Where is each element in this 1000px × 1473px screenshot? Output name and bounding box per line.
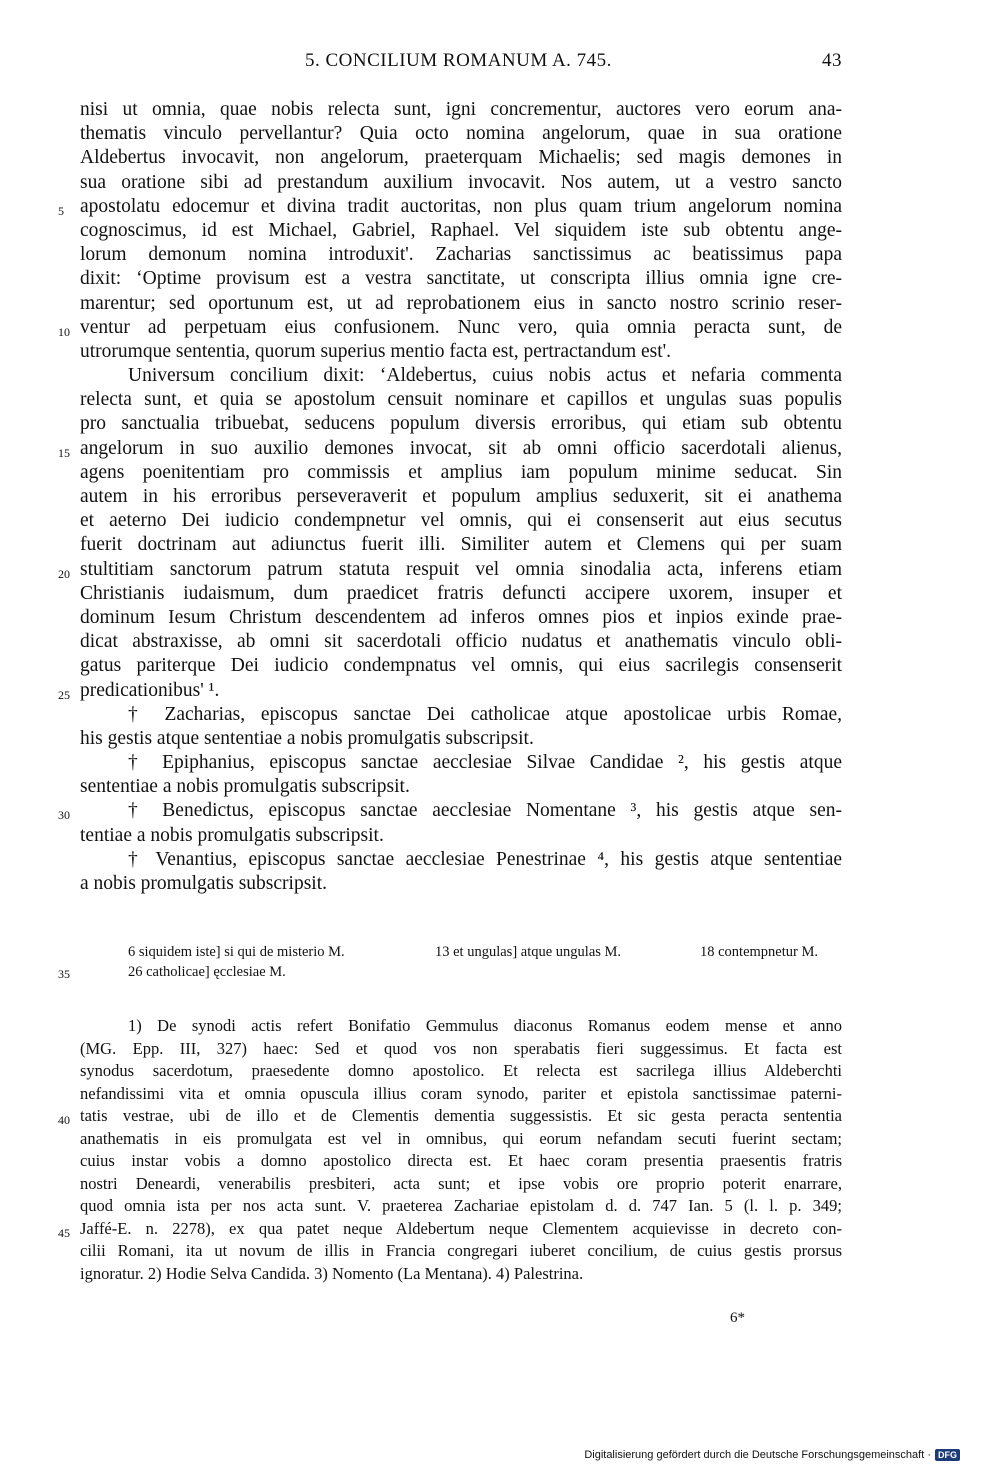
footnote-text: cuius instar vobis a domno apostolico directa est. Et haec coram presentia praesentis fratris	[80, 1151, 842, 1170]
line-number: 20	[58, 566, 70, 581]
line-text: utrorumque sententia, quorum superius mentio facta est, pertractandum est'.	[80, 340, 672, 362]
footnote-line	[80, 1263, 842, 1286]
line-text: cognoscimus, id est Michael, Gabriel, Raphael. Vel siquidem iste sub obtentu ange-	[80, 219, 842, 241]
footnote-line	[80, 1195, 842, 1218]
footnote-text: (MG. Epp. III, 327) haec: Sed et quod vos non sperabatis fieri suggessimus. Et facta est	[80, 1038, 842, 1058]
text-line	[80, 243, 842, 267]
line-text: dixit: ‘Optime provisum est a vestra sanctitate, ut conscripta illius omnia igne cre-	[80, 268, 842, 290]
apparatus-line	[58, 962, 842, 982]
page-number: 43	[822, 50, 842, 71]
text-line	[80, 267, 842, 291]
line-text: Aldebertus invocavit, non angelorum, praeterquam Michaelis; sed magis demones in	[80, 147, 842, 169]
text-line	[80, 775, 842, 799]
line-text: his gestis atque sententiae a nobis promulgatis subscripsit.	[80, 727, 534, 749]
line-text: dominum Iesum Christum descendentem ad inferos omnes pios et inpios exinde prae-	[80, 606, 842, 628]
text-line	[80, 848, 842, 872]
line-text: tentiae a nobis promulgatis subscripsit.	[80, 824, 384, 846]
apparatus-entry: 26 catholicae] ęcclesiae M.	[128, 964, 286, 980]
text-line	[58, 679, 842, 703]
line-text: relecta sunt, et quia se apostolum censuit nominare et capillos et ungulas suas populis	[80, 389, 842, 411]
line-text: agens poenitentiam pro commissis et amplius iam populum minime seducat. Sin	[80, 461, 842, 483]
footnote-text: tatis vestrae, ubi de illo et de Clementis dementia suggessistis. Et sic gesta peracta sententia	[80, 1106, 842, 1125]
line-text: autem in his erroribus perseveraverit et populum amplius seduxerit, sit ei anathema	[80, 486, 842, 507]
footnote-text: Jaffé-E. n. 2278), ex qua patet neque Aldebertum neque Clementem acquievisse in decreto con-	[80, 1218, 842, 1238]
text-line	[80, 654, 842, 678]
footnote-line	[80, 1060, 842, 1083]
line-number: 10	[58, 324, 70, 339]
credit-text: Digitalisierung gefördert durch die Deutsche Forschungsgemeinschaft ·	[584, 1449, 931, 1461]
footnote-text: synodus sacerdotum, praesedente domno apostolico. Et relecta est sacrilega illius Aldeberchti	[80, 1061, 842, 1080]
line-text: Universum concilium dixit: ‘Aldebertus, cuius nobis actus et nefaria commenta	[128, 365, 842, 387]
line-text: ventur ad perpetuam eius confusionem. Nunc vero, quia omnia peracta sunt, de	[80, 316, 842, 338]
text-line	[80, 727, 842, 751]
signature-mark: 6*	[730, 1310, 745, 1326]
text-line	[80, 146, 842, 170]
footnote-line	[80, 1038, 842, 1061]
line-number: 15	[58, 445, 70, 460]
line-text: thematis vinculo pervellantur? Quia octo nomina angelorum, quae in sua oratione	[80, 123, 842, 145]
line-text: angelorum in suo auxilio demones invocat, sit ab omni officio sacerdotali alienus,	[80, 437, 842, 459]
text-line	[80, 122, 842, 146]
footnote-text: ignoratur. 2) Hodie Selva Candida. 3) Nomento (La Mentana). 4) Palestrina.	[80, 1263, 584, 1283]
line-text: Christianis iudaismum, dum praedicet fratris defuncti accipere uxorem, insuper et	[80, 582, 842, 604]
line-text: et aeterno Dei iudicio condempnetur vel omnis, qui ei consenserit aut eius secutus	[80, 510, 842, 532]
text-line	[80, 388, 842, 412]
text-line	[80, 98, 842, 122]
text-line	[80, 461, 842, 485]
text-line	[80, 364, 842, 388]
text-line	[80, 606, 842, 630]
line-text: gatus pariterque Dei iudicio condempnatus vel omnis, qui eius sacrilegis consenserit	[80, 655, 842, 677]
line-number: 40	[58, 1113, 70, 1127]
line-text: stultitiam sanctorum patrum statuta respuit vel omnia sinodalia acta, inferens etiam	[80, 558, 842, 580]
text-line	[80, 582, 842, 606]
footnote-line	[80, 1240, 842, 1263]
text-line	[80, 630, 842, 654]
apparatus-entry: 6 siquidem iste] si qui de misterio M.	[128, 944, 345, 960]
line-text: † Benedictus, episcopus sanctae aecclesiae Nomentane ³, his gestis atque sen-	[128, 800, 842, 822]
footnote-line	[80, 1128, 842, 1151]
line-number: 25	[58, 687, 70, 702]
text-line	[80, 485, 842, 509]
line-text: † Epiphanius, episcopus sanctae aecclesiae Silvae Candidae ², his gestis atque	[128, 752, 842, 774]
line-text: dicat abstraxisse, ab omni sit sacerdotali officio nudatus et anathematis vinculo obli-	[80, 631, 842, 653]
footnote-line	[80, 1150, 842, 1173]
line-number: 45	[58, 1225, 70, 1240]
text-line	[58, 558, 842, 582]
footnote-line	[80, 1015, 842, 1038]
text-line	[80, 412, 842, 436]
text-line	[80, 292, 842, 316]
line-text: a nobis promulgatis subscripsit.	[80, 873, 327, 894]
line-text: marentur; sed oportunum est, ut ad reprobationem eius in sancto nostro scrinio reser-	[80, 292, 842, 314]
text-line	[80, 533, 842, 557]
main-text	[58, 98, 842, 896]
footnote-text: 1) De synodi actis refert Bonifatio Gemmulus diaconus Romanus eodem mense et anno	[128, 1016, 842, 1035]
line-text: pro sanctualia tribuebat, seducens populum diversis erroribus, qui etiam sub obtentu	[80, 413, 842, 435]
footnote-line	[80, 1173, 842, 1196]
footnote-text: anathematis in eis promulgata est vel in omnibus, qui eorum nefandam secuti fuerint sectam;	[80, 1128, 842, 1148]
text-line	[80, 509, 842, 533]
line-text: fuerit doctrinam aut adiunctus fuerit illi. Similiter autem et Clemens qui per suam	[80, 534, 842, 556]
line-text: predicationibus' ¹.	[80, 679, 220, 701]
apparatus-line	[80, 942, 842, 962]
text-line	[80, 340, 842, 364]
line-text: nisi ut omnia, quae nobis relecta sunt, igni concrementur, auctores vero eorum ana-	[80, 99, 842, 120]
line-text: † Zacharias, episcopus sanctae Dei catholicae atque apostolicae urbis Romae,	[128, 703, 842, 725]
apparatus-entry: 13 et ungulas] atque ungulas M.	[435, 944, 622, 960]
line-number: 30	[58, 808, 70, 823]
text-line	[58, 799, 842, 823]
text-line	[58, 437, 842, 461]
digitization-credit	[584, 1449, 960, 1461]
footnote-line	[80, 1083, 842, 1106]
text-line	[80, 872, 842, 896]
apparatus-entry: 18 contempnetur M.	[700, 944, 818, 960]
running-title: 5. CONCILIUM ROMANUM A. 745.	[305, 50, 612, 71]
line-number: 35	[58, 967, 70, 981]
line-number: 5	[58, 203, 64, 218]
text-line	[58, 316, 842, 340]
critical-apparatus	[58, 942, 842, 982]
dfg-logo: DFG	[935, 1449, 960, 1461]
footnote-text: nostri Deneardi, venerabilis presbiteri, acta sunt; et ipse vobis ore proprio poterit enarrare,	[80, 1173, 842, 1193]
footnote-text: nefandissimi vita et omnia opuscula illius coram synodo, pariter et epistola sanctissimae paterni-	[80, 1083, 842, 1103]
text-line	[58, 195, 842, 219]
line-text: lorum demonum nomina introduxit'. Zacharias sanctissimus ac beatissimus papa	[80, 244, 842, 266]
footnote-text: cilii Romani, ita ut novum de illis in Francia congregari iuberet concilium, de cuius gestis prorsus	[80, 1241, 842, 1260]
footnote-line	[58, 1218, 842, 1241]
line-text: † Venantius, episcopus sanctae aecclesiae Penestrinae ⁴, his gestis atque sententiae	[128, 848, 842, 870]
line-text: apostolatu edocemur et divina tradit auctoritas, non plus quam trium angelorum nomina	[80, 195, 842, 217]
line-text: sua oratione sibi ad prestandum auxilium invocavit. Nos autem, ut a vestro sancto	[80, 171, 842, 193]
text-line	[80, 171, 842, 195]
footnotes	[58, 1015, 842, 1285]
text-line	[80, 751, 842, 775]
footnote-line	[58, 1105, 842, 1128]
text-line	[80, 824, 842, 848]
page-header	[80, 50, 842, 78]
text-line	[80, 219, 842, 243]
footnote-text: quod omnia ista per nos acta sunt. V. praeterea Zachariae epistolam d. d. 747 Ian. 5 (l. l. p. 349;	[80, 1196, 842, 1215]
line-text: sententiae a nobis promulgatis subscripsit.	[80, 776, 410, 798]
text-line	[80, 703, 842, 727]
